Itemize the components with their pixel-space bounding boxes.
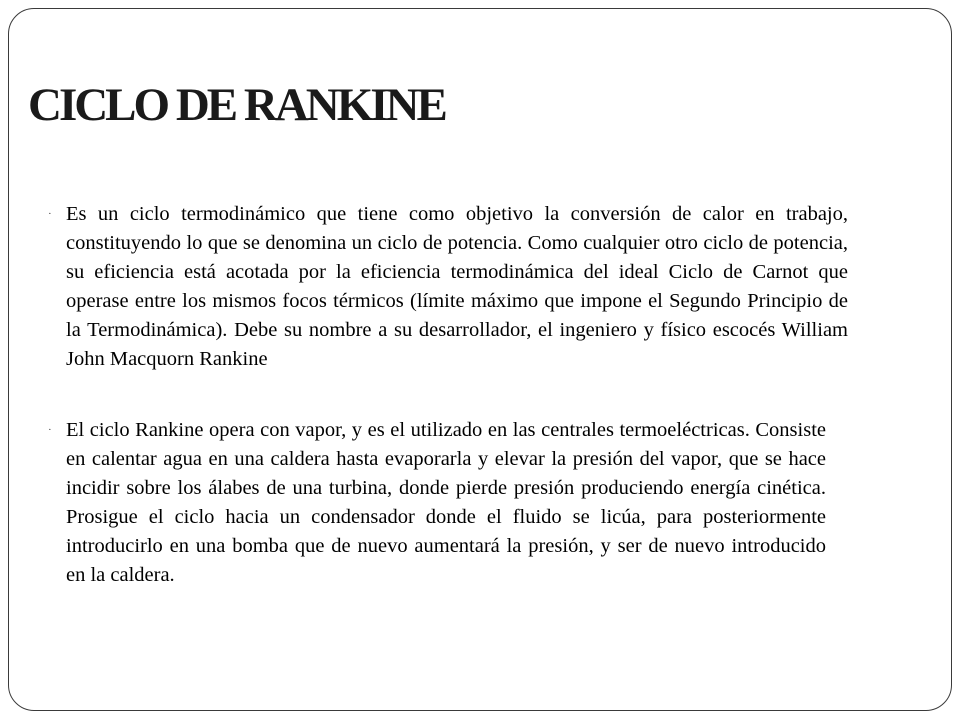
bullet-dot-icon: · <box>48 208 52 220</box>
bullet-item-rankine-operation <box>48 416 826 590</box>
bullet-text: El ciclo Rankine opera con vapor, y es el utilizado en las centrales termoeléctricas. Consiste en calentar agua en una caldera hasta evaporarla y elevar la presión del vapor, que se hace incidir sobre los álabes de una turbina, donde pierde presión produciendo energía cinética. Prosigue el ciclo hacia un condensador donde el fluido se licúa, para posteriormente introducirlo en una bomba que de nuevo aumentará la presión, y ser de nuevo introducido en la caldera. <box>66 419 826 586</box>
bullet-text: Es un ciclo termodinámico que tiene como objetivo la conversión de calor en trabajo, constituyendo lo que se denomina un ciclo de potencia. Como cualquier otro ciclo de potencia, su eficiencia está acotada por la eficiencia termodinámica del ideal Ciclo de Carnot que operase entre los mismos focos térmicos (límite máximo que impone el Segundo Principio de la Termodinámica). Debe su nombre a su desarrollador, el ingeniero y físico escocés William John Macquorn Rankine <box>66 203 848 370</box>
bullet-item-rankine-definition <box>48 200 848 374</box>
bullet-dot-icon: · <box>48 424 52 436</box>
slide-title: CICLO DE RANKINE <box>28 79 445 131</box>
